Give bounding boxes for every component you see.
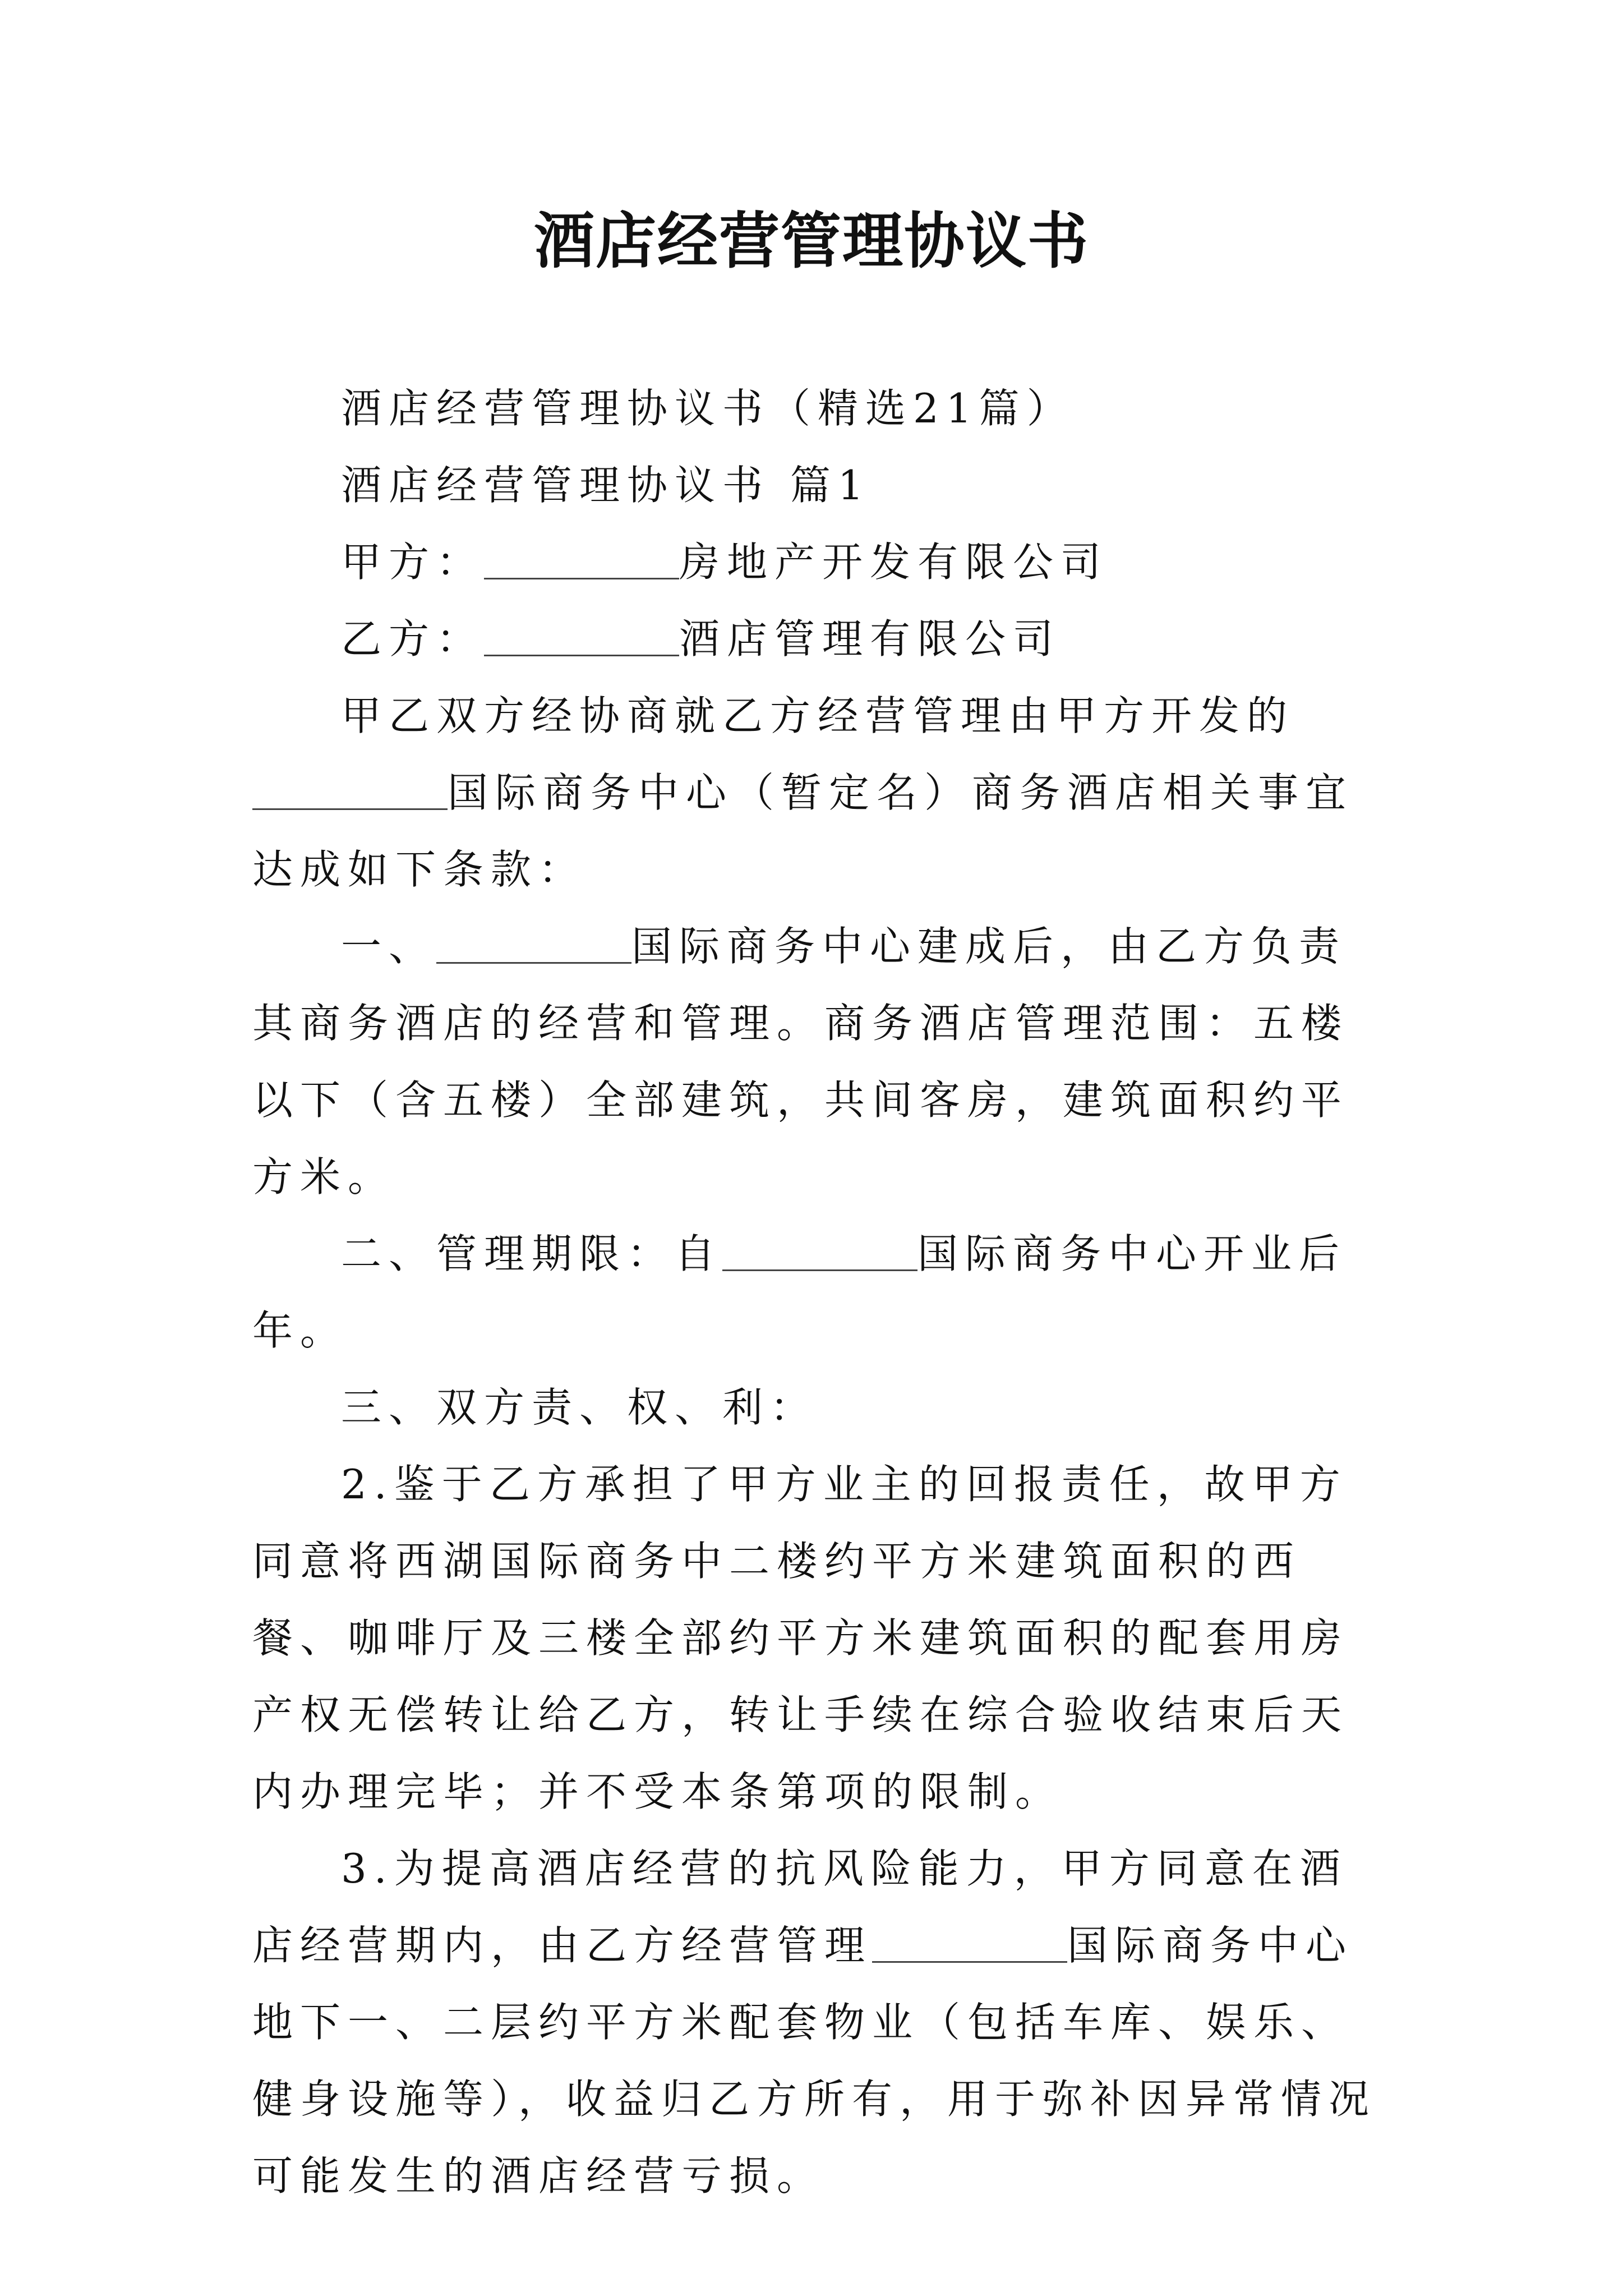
paragraph (252, 1446, 1380, 1830)
fill-in-blank (436, 928, 631, 964)
paragraph-text: 酒店经营管理协议书（精选21篇） (341, 385, 1075, 432)
fill-in-blank (722, 1236, 917, 1271)
fill-in-blank (252, 775, 448, 810)
paragraph (252, 1369, 1380, 1446)
fill-in-blank (484, 544, 679, 579)
paragraph-text: 酒店管理有限公司 (679, 615, 1061, 662)
paragraph-text: 国际商务中心地下一、二层约平方米配套物业（包括车库、娱乐、健身设施等），收益归乙方所有，用于弥补因异常情况可能发生的酒店经营亏损。 (252, 1922, 1377, 2200)
paragraph-text: 酒店经营管理协议书 篇1 (341, 462, 871, 509)
paragraph-text: 甲乙双方经协商就乙方经营管理由甲方开发的 (341, 692, 1295, 739)
paragraph (252, 678, 1380, 908)
paragraph-text: 3.为提高酒店经营的抗风险能力，甲方同意在酒店经营期内，由乙方经营管理 (252, 1845, 1348, 1969)
paragraph-text: 乙方： (341, 615, 485, 662)
paragraph-text: 房地产开发有限公司 (679, 539, 1109, 586)
paragraph (252, 908, 1380, 1216)
paragraph-text: 国际商务中心建成后，由乙方负责其商务酒店的经营和管理。商务酒店管理范围：五楼以下（含五楼）全部建筑，共间客房，建筑面积约平方米。 (252, 923, 1349, 1200)
paragraph-text: 三、双方责、权、利： (341, 1384, 818, 1431)
paragraph-text: 国际商务中心（暂定名）商务酒店相关事宜达成如下条款： (252, 769, 1354, 893)
paragraph (252, 1216, 1380, 1369)
document-body (252, 370, 1380, 2215)
paragraph (252, 601, 1380, 678)
paragraph-text: 一、 (341, 923, 437, 970)
paragraph-text: 甲方： (341, 539, 485, 586)
paragraph-text: 国际商务中心开业后年。 (252, 1230, 1347, 1354)
paragraph-text: 二、管理期限：自 (341, 1230, 723, 1277)
paragraph (252, 370, 1380, 447)
paragraph (252, 1830, 1380, 2215)
document-title: 酒店经营管理协议书 (533, 206, 1089, 277)
paragraph-text: 2.鉴于乙方承担了甲方业主的回报责任，故甲方同意将西湖国际商务中二楼约平方米建筑面积的西餐、咖啡厅及三楼全部约平方米建筑面积的配套用房产权无偿转让给乙方，转让手续在综合验收结束后天内办理完毕；并不受本条第项的限制。 (252, 1461, 1349, 1815)
paragraph (252, 447, 1380, 524)
fill-in-blank (872, 1927, 1067, 1963)
paragraph (252, 524, 1380, 601)
fill-in-blank (484, 621, 679, 656)
